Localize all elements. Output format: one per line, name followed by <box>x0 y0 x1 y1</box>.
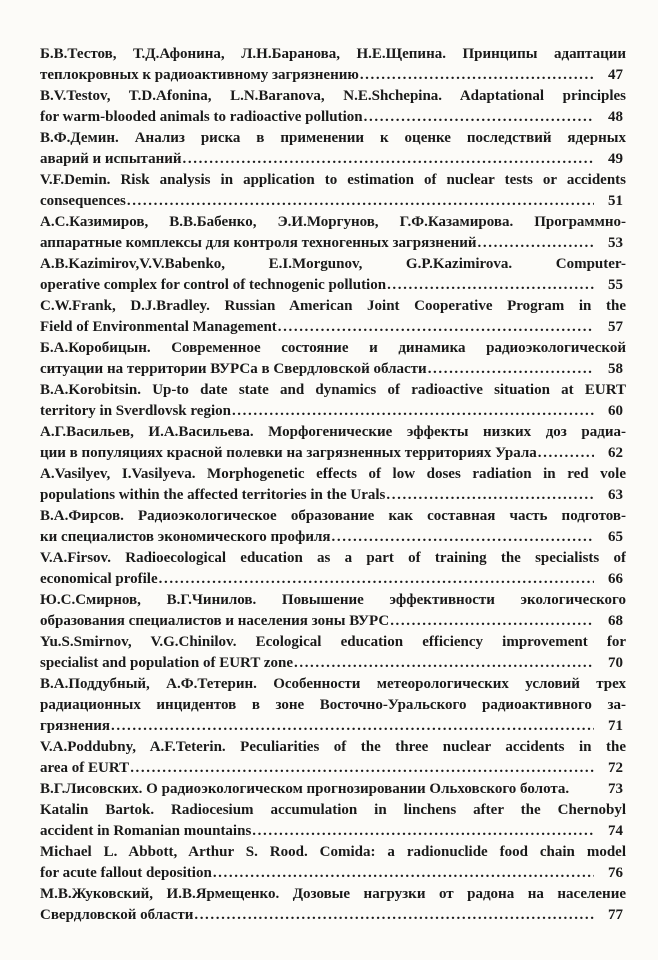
page-number: 57 <box>608 319 623 335</box>
toc-line <box>40 842 626 863</box>
toc-line <box>40 296 626 317</box>
toc-line-text: A.Vasilyev, I.Vasilyeva. Morphogenetic effects of low doses radiation in red vole <box>40 466 626 482</box>
toc-line <box>40 170 626 191</box>
toc-line-text: Б.В.Тестов, Т.Д.Афонина, Л.Н.Баранова, Н.Е.Щепина. Принципы адаптации <box>40 46 626 62</box>
toc-line-text: specialist and population of EURT zone <box>40 655 293 671</box>
toc-line <box>40 401 626 422</box>
toc-line <box>40 506 626 527</box>
dot-leader <box>364 107 594 128</box>
dot-leader <box>127 191 594 212</box>
toc-line-text: V.A.Poddubny, A.F.Teterin. Peculiarities of the three nuclear accidents in the <box>40 739 626 755</box>
toc-line-text: Field of Environmental Management <box>40 319 277 335</box>
toc-line-text: B.V.Testov, T.D.Afonina, L.N.Baranova, N.E.Shchepina. Adaptational principles <box>40 88 626 104</box>
page-number: 47 <box>608 67 623 83</box>
toc-line <box>40 422 626 443</box>
toc-line <box>40 590 626 611</box>
toc-line-text: V.F.Demin. Risk analysis in application to estimation of nuclear tests or accidents <box>40 172 626 188</box>
dot-leader <box>478 233 594 254</box>
dot-leader <box>294 653 594 674</box>
page-number: 55 <box>608 277 623 293</box>
toc-line <box>40 863 626 884</box>
toc-line-text: Katalin Bartok. Radiocesium accumulation in linchens after the Chernobyl <box>40 802 626 818</box>
toc-line <box>40 758 626 779</box>
page-number: 49 <box>608 151 623 167</box>
dot-leader <box>159 569 594 590</box>
toc-line <box>40 905 626 926</box>
page-number: 51 <box>608 193 623 209</box>
toc-line-text: М.В.Жуковский, И.В.Ярмещенко. Дозовые нагрузки от радона на население <box>40 886 626 902</box>
toc-line-text: accident in Romanian mountains <box>40 823 252 839</box>
toc-line-text: B.A.Korobitsin. Up-to date state and dynamics of radioactive situation at EURT <box>40 382 626 398</box>
dot-leader <box>252 821 594 842</box>
toc-line <box>40 569 626 590</box>
toc-line <box>40 779 626 800</box>
toc-line <box>40 380 626 401</box>
toc-line-text: В.Ф.Демин. Анализ риска в применении к оценке последствий ядерных <box>40 130 626 146</box>
dot-leader <box>538 443 594 464</box>
toc-line-text: грязнения <box>40 718 110 734</box>
toc-line <box>40 527 626 548</box>
dot-leader <box>332 527 594 548</box>
toc-line <box>40 149 626 170</box>
toc-line <box>40 548 626 569</box>
toc-line-text: ки специалистов экономического профиля <box>40 529 331 545</box>
page-number: 70 <box>608 655 623 671</box>
toc-line-text: Yu.S.Smirnov, V.G.Chinilov. Ecological education efficiency improvement for <box>40 634 626 650</box>
toc-line <box>40 233 626 254</box>
page-number: 62 <box>608 445 623 461</box>
dot-leader <box>232 401 594 422</box>
toc-line <box>40 86 626 107</box>
toc-line <box>40 653 626 674</box>
toc-line <box>40 65 626 86</box>
dot-leader <box>111 716 594 737</box>
toc-line-text: В.А.Поддубный, А.Ф.Тетерин. Особенности метеорологических условий трех <box>40 676 626 692</box>
toc-line-text: аварий и испытаний <box>40 151 182 167</box>
toc-line-text: В.Г.Лисовских. О радиоэкологическом прогнозировании Ольховского болота. <box>40 781 570 797</box>
dot-leader <box>390 611 594 632</box>
toc-line-text: populations within the affected territories in the Urals <box>40 487 386 503</box>
dot-leader <box>213 863 594 884</box>
toc-line <box>40 191 626 212</box>
toc-line <box>40 800 626 821</box>
dot-leader <box>183 149 594 170</box>
table-of-contents <box>40 44 626 926</box>
toc-line <box>40 275 626 296</box>
toc-line-text: for warm-blooded animals to radioactive pollution <box>40 109 363 125</box>
page-number: 48 <box>608 109 623 125</box>
toc-line <box>40 695 626 716</box>
dot-leader <box>387 275 594 296</box>
toc-line-text: economical profile <box>40 571 158 587</box>
toc-line <box>40 632 626 653</box>
dot-leader <box>428 359 594 380</box>
toc-line <box>40 107 626 128</box>
toc-line <box>40 44 626 65</box>
toc-line-text: for acute fallout deposition <box>40 865 212 881</box>
page-number: 71 <box>608 718 623 734</box>
toc-line <box>40 338 626 359</box>
toc-line-text: operative complex for control of technogenic pollution <box>40 277 387 293</box>
toc-line <box>40 464 626 485</box>
toc-line-text: А.Г.Васильев, И.А.Васильева. Морфогенические эффекты низких доз радиа- <box>40 424 626 440</box>
page-number: 74 <box>608 823 623 839</box>
toc-line-text: area of EURT <box>40 760 130 776</box>
toc-line <box>40 254 626 275</box>
dot-leader <box>278 317 594 338</box>
toc-line-text: Michael L. Abbott, Arthur S. Rood. Comida: a radionuclide food chain model <box>40 844 626 860</box>
page-number: 77 <box>608 907 623 923</box>
toc-line <box>40 485 626 506</box>
toc-line <box>40 317 626 338</box>
page-number: 63 <box>608 487 623 503</box>
toc-line <box>40 884 626 905</box>
toc-line <box>40 359 626 380</box>
toc-line-text: Ю.С.Смирнов, В.Г.Чинилов. Повышение эффективности экологического <box>40 592 626 608</box>
page-number: 53 <box>608 235 623 251</box>
page-number: 60 <box>608 403 623 419</box>
toc-line-text: Б.А.Коробицын. Современное состояние и динамика радиоэкологической <box>40 340 626 356</box>
toc-line <box>40 821 626 842</box>
page-number: 73 <box>608 781 623 797</box>
toc-line-text: A.B.Kazimirov,V.V.Babenko, E.I.Morgunov, G.P.Kazimirova. Computer- <box>40 256 626 272</box>
toc-line <box>40 443 626 464</box>
dot-leader <box>386 485 594 506</box>
toc-line-text: territory in Sverdlovsk region <box>40 403 231 419</box>
page-number: 76 <box>608 865 623 881</box>
toc-line <box>40 716 626 737</box>
toc-line <box>40 611 626 632</box>
toc-line-text: радиационных инцидентов в зоне Восточно-Уральского радиоактивного за- <box>40 697 626 713</box>
toc-line-text: C.W.Frank, D.J.Bradley. Russian American Joint Cooperative Program in the <box>40 298 626 314</box>
toc-line-text: consequences <box>40 193 126 209</box>
toc-line-text: образования специалистов и населения зоны ВУРС <box>40 613 390 629</box>
toc-line-text: аппаратные комплексы для контроля техногенных загрязнений <box>40 235 477 251</box>
toc-line-text: А.С.Казимиров, В.В.Бабенко, Э.И.Моргунов, Г.Ф.Казамирова. Программно- <box>40 214 626 230</box>
toc-line <box>40 212 626 233</box>
dot-leader <box>130 758 594 779</box>
page-number: 65 <box>608 529 623 545</box>
page-number: 68 <box>608 613 623 629</box>
page-number: 72 <box>608 760 623 776</box>
page-number: 66 <box>608 571 623 587</box>
toc-line <box>40 674 626 695</box>
toc-line-text: ции в популяциях красной полевки на загрязненных территориях Урала <box>40 445 537 461</box>
page-number: 58 <box>608 361 623 377</box>
toc-line <box>40 737 626 758</box>
toc-line-text: теплокровных к радиоактивному загрязнению <box>40 67 359 83</box>
toc-line-text: В.А.Фирсов. Радиоэкологическое образование как составная часть подготов- <box>40 508 626 524</box>
toc-line <box>40 128 626 149</box>
dot-leader <box>194 905 594 926</box>
toc-line-text: ситуации на территории ВУРСа в Свердловской области <box>40 361 427 377</box>
dot-leader <box>360 65 594 86</box>
toc-line-text: Свердловской области <box>40 907 194 923</box>
toc-line-text: V.A.Firsov. Radioecological education as a part of training the specialists of <box>40 550 626 566</box>
